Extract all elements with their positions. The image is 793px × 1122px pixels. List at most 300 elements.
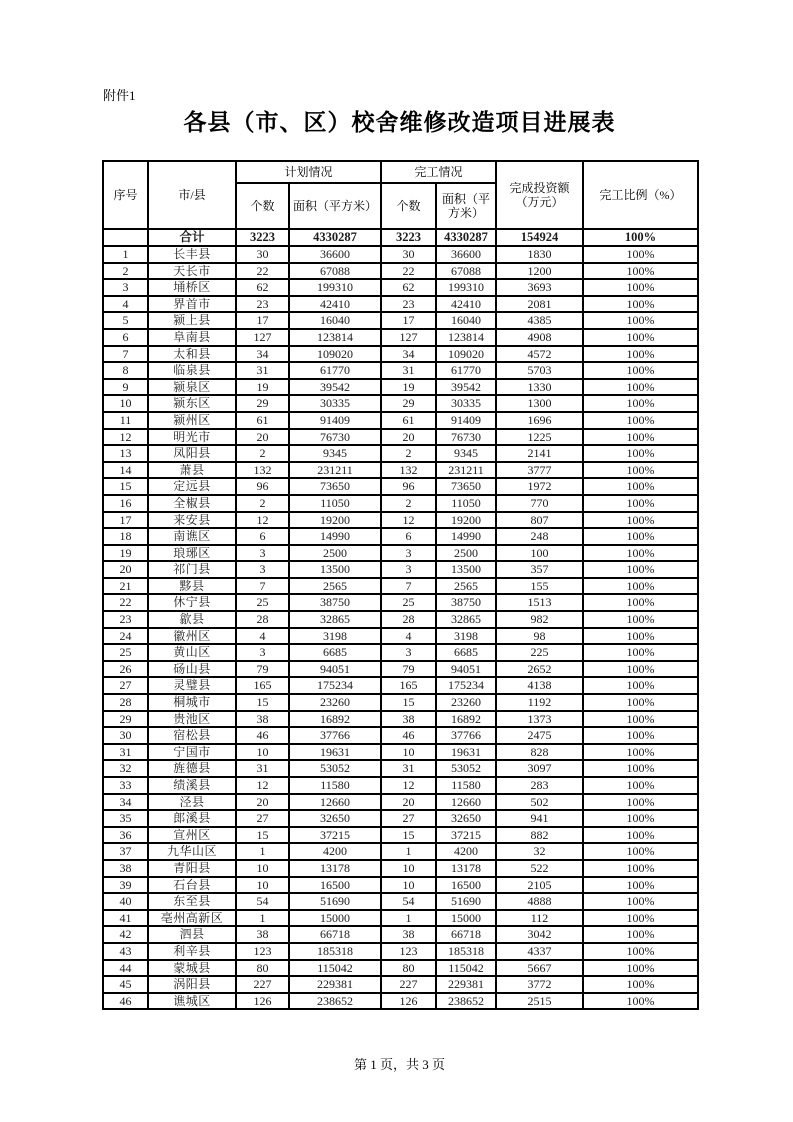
region-name: 绩溪县 <box>148 777 236 794</box>
plan-count-value: 15 <box>236 694 289 711</box>
table-row <box>103 279 698 296</box>
done-count-value: 3 <box>381 545 436 562</box>
done-count-value: 126 <box>381 993 436 1010</box>
row-serial: 24 <box>103 628 148 645</box>
investment-value: 5667 <box>496 960 583 977</box>
region-name: 九华山区 <box>148 843 236 860</box>
row-serial: 25 <box>103 644 148 661</box>
ratio-value: 100% <box>583 395 698 412</box>
done-area-value: 185318 <box>436 943 496 960</box>
ratio-value: 100% <box>583 976 698 993</box>
plan-count-value: 165 <box>236 677 289 694</box>
done-count-value: 79 <box>381 661 436 678</box>
row-serial: 29 <box>103 711 148 728</box>
table-row <box>103 794 698 811</box>
plan-area-value: 19200 <box>289 512 381 529</box>
row-serial: 23 <box>103 611 148 628</box>
done-count-value: 227 <box>381 976 436 993</box>
region-name: 利辛县 <box>148 943 236 960</box>
plan-area-value: 12660 <box>289 794 381 811</box>
investment-value: 4138 <box>496 677 583 694</box>
done-area-value: 51690 <box>436 893 496 910</box>
investment-value: 2652 <box>496 661 583 678</box>
investment-value: 1300 <box>496 395 583 412</box>
plan-area-value: 15000 <box>289 910 381 927</box>
done-area-value: 231211 <box>436 462 496 479</box>
plan-area-value: 30335 <box>289 395 381 412</box>
plan-count-value: 27 <box>236 810 289 827</box>
done-area-value: 32650 <box>436 810 496 827</box>
table-row <box>103 943 698 960</box>
row-serial: 31 <box>103 744 148 761</box>
table-row <box>103 910 698 927</box>
done-count-value: 1 <box>381 843 436 860</box>
plan-count-value: 80 <box>236 960 289 977</box>
done-area-value: 37215 <box>436 827 496 844</box>
region-name: 青阳县 <box>148 860 236 877</box>
done-area-value: 53052 <box>436 760 496 777</box>
plan-area-value: 175234 <box>289 677 381 694</box>
ratio-value: 100% <box>583 362 698 379</box>
plan-count-value: 20 <box>236 794 289 811</box>
ratio-value: 100% <box>583 462 698 479</box>
table-row <box>103 744 698 761</box>
ratio-value: 100% <box>583 594 698 611</box>
plan-count-value: 20 <box>236 429 289 446</box>
done-area-value: 175234 <box>436 677 496 694</box>
investment-value: 2475 <box>496 727 583 744</box>
row-serial: 44 <box>103 960 148 977</box>
done-count-value: 19 <box>381 379 436 396</box>
total-plan-count: 3223 <box>236 229 289 246</box>
table-row <box>103 644 698 661</box>
plan-area-value: 23260 <box>289 694 381 711</box>
plan-area-value: 32650 <box>289 810 381 827</box>
ratio-value: 100% <box>583 993 698 1010</box>
row-serial: 6 <box>103 329 148 346</box>
page-number-footer: 第 1 页，共 3 页 <box>353 1057 445 1072</box>
investment-value: 4572 <box>496 346 583 363</box>
row-serial: 42 <box>103 926 148 943</box>
done-count-value: 62 <box>381 279 436 296</box>
region-name: 蒙城县 <box>148 960 236 977</box>
ratio-value: 100% <box>583 677 698 694</box>
row-serial: 27 <box>103 677 148 694</box>
row-serial: 30 <box>103 727 148 744</box>
ratio-value: 100% <box>583 279 698 296</box>
region-name: 东至县 <box>148 893 236 910</box>
ratio-value: 100% <box>583 877 698 894</box>
region-name: 天长市 <box>148 263 236 280</box>
done-count-value: 3 <box>381 561 436 578</box>
header-plan-group: 计划情况 <box>236 161 381 183</box>
row-serial: 17 <box>103 512 148 529</box>
region-name: 泗县 <box>148 926 236 943</box>
region-name: 凤阳县 <box>148 445 236 462</box>
plan-count-value: 25 <box>236 594 289 611</box>
done-area-value: 66718 <box>436 926 496 943</box>
done-count-value: 38 <box>381 711 436 728</box>
done-count-value: 7 <box>381 578 436 595</box>
done-count-value: 127 <box>381 329 436 346</box>
plan-area-value: 51690 <box>289 893 381 910</box>
ratio-value: 100% <box>583 379 698 396</box>
done-area-value: 16500 <box>436 877 496 894</box>
done-count-value: 12 <box>381 777 436 794</box>
done-count-value: 23 <box>381 296 436 313</box>
plan-area-value: 231211 <box>289 462 381 479</box>
table-row <box>103 661 698 678</box>
header-serial: 序号 <box>103 161 148 229</box>
ratio-value: 100% <box>583 860 698 877</box>
plan-area-value: 42410 <box>289 296 381 313</box>
plan-count-value: 1 <box>236 910 289 927</box>
table-row <box>103 296 698 313</box>
plan-count-value: 29 <box>236 395 289 412</box>
investment-value: 4337 <box>496 943 583 960</box>
plan-area-value: 32865 <box>289 611 381 628</box>
table-row <box>103 976 698 993</box>
region-name: 黄山区 <box>148 644 236 661</box>
plan-count-value: 127 <box>236 329 289 346</box>
ratio-value: 100% <box>583 445 698 462</box>
plan-area-value: 16892 <box>289 711 381 728</box>
row-serial: 4 <box>103 296 148 313</box>
plan-count-value: 61 <box>236 412 289 429</box>
table-row <box>103 843 698 860</box>
total-plan-area: 4330287 <box>289 229 381 246</box>
table-row <box>103 379 698 396</box>
done-count-value: 80 <box>381 960 436 977</box>
row-serial: 41 <box>103 910 148 927</box>
table-row <box>103 429 698 446</box>
plan-count-value: 28 <box>236 611 289 628</box>
done-area-value: 15000 <box>436 910 496 927</box>
done-count-value: 28 <box>381 611 436 628</box>
investment-value: 3042 <box>496 926 583 943</box>
plan-count-value: 2 <box>236 495 289 512</box>
done-area-value: 6685 <box>436 644 496 661</box>
done-area-value: 19200 <box>436 512 496 529</box>
investment-value: 828 <box>496 744 583 761</box>
ratio-value: 100% <box>583 512 698 529</box>
plan-area-value: 38750 <box>289 594 381 611</box>
plan-count-value: 10 <box>236 860 289 877</box>
plan-area-value: 19631 <box>289 744 381 761</box>
table-row <box>103 777 698 794</box>
row-serial: 33 <box>103 777 148 794</box>
plan-area-value: 13500 <box>289 561 381 578</box>
header-done-count: 个数 <box>381 183 436 229</box>
investment-value: 32 <box>496 843 583 860</box>
row-serial: 38 <box>103 860 148 877</box>
done-area-value: 2565 <box>436 578 496 595</box>
total-ratio: 100% <box>583 229 698 246</box>
ratio-value: 100% <box>583 246 698 263</box>
done-area-value: 229381 <box>436 976 496 993</box>
row-serial: 32 <box>103 760 148 777</box>
ratio-value: 100% <box>583 412 698 429</box>
plan-area-value: 73650 <box>289 478 381 495</box>
done-count-value: 12 <box>381 512 436 529</box>
ratio-value: 100% <box>583 760 698 777</box>
row-serial: 12 <box>103 429 148 446</box>
table-row <box>103 827 698 844</box>
investment-value: 1200 <box>496 263 583 280</box>
row-serial: 11 <box>103 412 148 429</box>
done-area-value: 73650 <box>436 478 496 495</box>
plan-area-value: 199310 <box>289 279 381 296</box>
table-row <box>103 263 698 280</box>
region-name: 界首市 <box>148 296 236 313</box>
done-count-value: 31 <box>381 760 436 777</box>
plan-count-value: 7 <box>236 578 289 595</box>
table-row <box>103 694 698 711</box>
plan-count-value: 54 <box>236 893 289 910</box>
total-row <box>103 229 698 246</box>
ratio-value: 100% <box>583 744 698 761</box>
investment-value: 1696 <box>496 412 583 429</box>
table-row <box>103 445 698 462</box>
row-serial: 34 <box>103 794 148 811</box>
done-area-value: 76730 <box>436 429 496 446</box>
done-area-value: 123814 <box>436 329 496 346</box>
region-name: 宣州区 <box>148 827 236 844</box>
done-count-value: 15 <box>381 694 436 711</box>
table-row <box>103 545 698 562</box>
investment-value: 357 <box>496 561 583 578</box>
table-row <box>103 512 698 529</box>
row-serial: 26 <box>103 661 148 678</box>
done-count-value: 132 <box>381 462 436 479</box>
plan-area-value: 2500 <box>289 545 381 562</box>
row-serial: 3 <box>103 279 148 296</box>
ratio-value: 100% <box>583 329 698 346</box>
ratio-value: 100% <box>583 545 698 562</box>
ratio-value: 100% <box>583 727 698 744</box>
table-row <box>103 312 698 329</box>
plan-count-value: 62 <box>236 279 289 296</box>
ratio-value: 100% <box>583 495 698 512</box>
table-row <box>103 346 698 363</box>
done-count-value: 38 <box>381 926 436 943</box>
region-name: 亳州高新区 <box>148 910 236 927</box>
ratio-value: 100% <box>583 263 698 280</box>
table-row <box>103 246 698 263</box>
investment-value: 807 <box>496 512 583 529</box>
done-area-value: 13178 <box>436 860 496 877</box>
plan-area-value: 229381 <box>289 976 381 993</box>
investment-value: 2515 <box>496 993 583 1010</box>
ratio-value: 100% <box>583 661 698 678</box>
plan-area-value: 61770 <box>289 362 381 379</box>
ratio-value: 100% <box>583 777 698 794</box>
row-serial: 36 <box>103 827 148 844</box>
region-name: 祁门县 <box>148 561 236 578</box>
region-name: 颍上县 <box>148 312 236 329</box>
region-name: 砀山县 <box>148 661 236 678</box>
attachment-label: 附件1 <box>103 88 136 103</box>
ratio-value: 100% <box>583 910 698 927</box>
plan-area-value: 109020 <box>289 346 381 363</box>
plan-area-value: 14990 <box>289 528 381 545</box>
ratio-value: 100% <box>583 312 698 329</box>
plan-count-value: 38 <box>236 711 289 728</box>
region-name: 颍泉区 <box>148 379 236 396</box>
done-count-value: 54 <box>381 893 436 910</box>
region-name: 宁国市 <box>148 744 236 761</box>
ratio-value: 100% <box>583 810 698 827</box>
ratio-value: 100% <box>583 429 698 446</box>
done-count-value: 1 <box>381 910 436 927</box>
row-serial: 1 <box>103 246 148 263</box>
investment-value: 2105 <box>496 877 583 894</box>
plan-area-value: 76730 <box>289 429 381 446</box>
header-region: 市/县 <box>148 161 236 229</box>
investment-value: 225 <box>496 644 583 661</box>
table-row <box>103 893 698 910</box>
ratio-value: 100% <box>583 694 698 711</box>
plan-area-value: 4200 <box>289 843 381 860</box>
plan-count-value: 22 <box>236 263 289 280</box>
row-serial: 43 <box>103 943 148 960</box>
plan-count-value: 15 <box>236 827 289 844</box>
investment-value: 1373 <box>496 711 583 728</box>
done-area-value: 12660 <box>436 794 496 811</box>
done-count-value: 165 <box>381 677 436 694</box>
ratio-value: 100% <box>583 528 698 545</box>
row-serial: 18 <box>103 528 148 545</box>
done-area-value: 19631 <box>436 744 496 761</box>
done-area-value: 115042 <box>436 960 496 977</box>
plan-area-value: 13178 <box>289 860 381 877</box>
done-area-value: 38750 <box>436 594 496 611</box>
region-name: 阜南县 <box>148 329 236 346</box>
row-serial: 39 <box>103 877 148 894</box>
done-area-value: 199310 <box>436 279 496 296</box>
done-area-value: 4200 <box>436 843 496 860</box>
done-count-value: 3 <box>381 644 436 661</box>
region-name: 颍州区 <box>148 412 236 429</box>
investment-value: 1192 <box>496 694 583 711</box>
region-name: 长丰县 <box>148 246 236 263</box>
region-name: 涡阳县 <box>148 976 236 993</box>
plan-area-value: 238652 <box>289 993 381 1010</box>
row-serial: 15 <box>103 478 148 495</box>
region-name: 来安县 <box>148 512 236 529</box>
plan-count-value: 31 <box>236 362 289 379</box>
investment-value: 98 <box>496 628 583 645</box>
ratio-value: 100% <box>583 346 698 363</box>
ratio-value: 100% <box>583 794 698 811</box>
region-name: 临泉县 <box>148 362 236 379</box>
done-count-value: 2 <box>381 495 436 512</box>
ratio-value: 100% <box>583 561 698 578</box>
plan-count-value: 123 <box>236 943 289 960</box>
done-count-value: 2 <box>381 445 436 462</box>
done-count-value: 25 <box>381 594 436 611</box>
done-area-value: 32865 <box>436 611 496 628</box>
header-ratio: 完工比例（%） <box>583 161 698 229</box>
done-count-value: 22 <box>381 263 436 280</box>
region-name: 泾县 <box>148 794 236 811</box>
header-plan-area: 面积（平方米） <box>289 183 381 229</box>
region-name: 埇桥区 <box>148 279 236 296</box>
plan-area-value: 6685 <box>289 644 381 661</box>
investment-value: 112 <box>496 910 583 927</box>
done-area-value: 61770 <box>436 362 496 379</box>
investment-value: 155 <box>496 578 583 595</box>
plan-count-value: 2 <box>236 445 289 462</box>
ratio-value: 100% <box>583 611 698 628</box>
done-count-value: 10 <box>381 744 436 761</box>
done-area-value: 67088 <box>436 263 496 280</box>
plan-area-value: 67088 <box>289 263 381 280</box>
done-area-value: 91409 <box>436 412 496 429</box>
plan-area-value: 37766 <box>289 727 381 744</box>
plan-area-value: 11050 <box>289 495 381 512</box>
region-name: 郎溪县 <box>148 810 236 827</box>
plan-area-value: 36600 <box>289 246 381 263</box>
table-row <box>103 412 698 429</box>
region-name: 休宁县 <box>148 594 236 611</box>
plan-count-value: 46 <box>236 727 289 744</box>
row-serial: 46 <box>103 993 148 1010</box>
row-serial: 7 <box>103 346 148 363</box>
plan-count-value: 34 <box>236 346 289 363</box>
row-serial: 22 <box>103 594 148 611</box>
done-count-value: 46 <box>381 727 436 744</box>
investment-value: 283 <box>496 777 583 794</box>
table-row <box>103 926 698 943</box>
done-area-value: 14990 <box>436 528 496 545</box>
done-area-value: 37766 <box>436 727 496 744</box>
done-count-value: 10 <box>381 877 436 894</box>
done-count-value: 17 <box>381 312 436 329</box>
region-name: 明光市 <box>148 429 236 446</box>
region-name: 桐城市 <box>148 694 236 711</box>
region-name: 谯城区 <box>148 993 236 1010</box>
table-row <box>103 395 698 412</box>
plan-area-value: 94051 <box>289 661 381 678</box>
investment-value: 100 <box>496 545 583 562</box>
investment-value: 982 <box>496 611 583 628</box>
investment-value: 522 <box>496 860 583 877</box>
done-count-value: 6 <box>381 528 436 545</box>
progress-table <box>102 160 699 1010</box>
row-serial: 2 <box>103 263 148 280</box>
total-done-area: 4330287 <box>436 229 496 246</box>
done-count-value: 29 <box>381 395 436 412</box>
plan-count-value: 12 <box>236 777 289 794</box>
plan-area-value: 39542 <box>289 379 381 396</box>
done-area-value: 13500 <box>436 561 496 578</box>
plan-area-value: 2565 <box>289 578 381 595</box>
ratio-value: 100% <box>583 960 698 977</box>
plan-count-value: 23 <box>236 296 289 313</box>
ratio-value: 100% <box>583 296 698 313</box>
table-row <box>103 810 698 827</box>
region-name: 歙县 <box>148 611 236 628</box>
plan-count-value: 3 <box>236 561 289 578</box>
header-investment: 完成投资额（万元） <box>496 161 583 229</box>
table-row <box>103 362 698 379</box>
total-serial-empty <box>103 229 148 246</box>
region-name: 徽州区 <box>148 628 236 645</box>
header-row-groups <box>103 161 698 183</box>
done-count-value: 123 <box>381 943 436 960</box>
table-row <box>103 993 698 1010</box>
